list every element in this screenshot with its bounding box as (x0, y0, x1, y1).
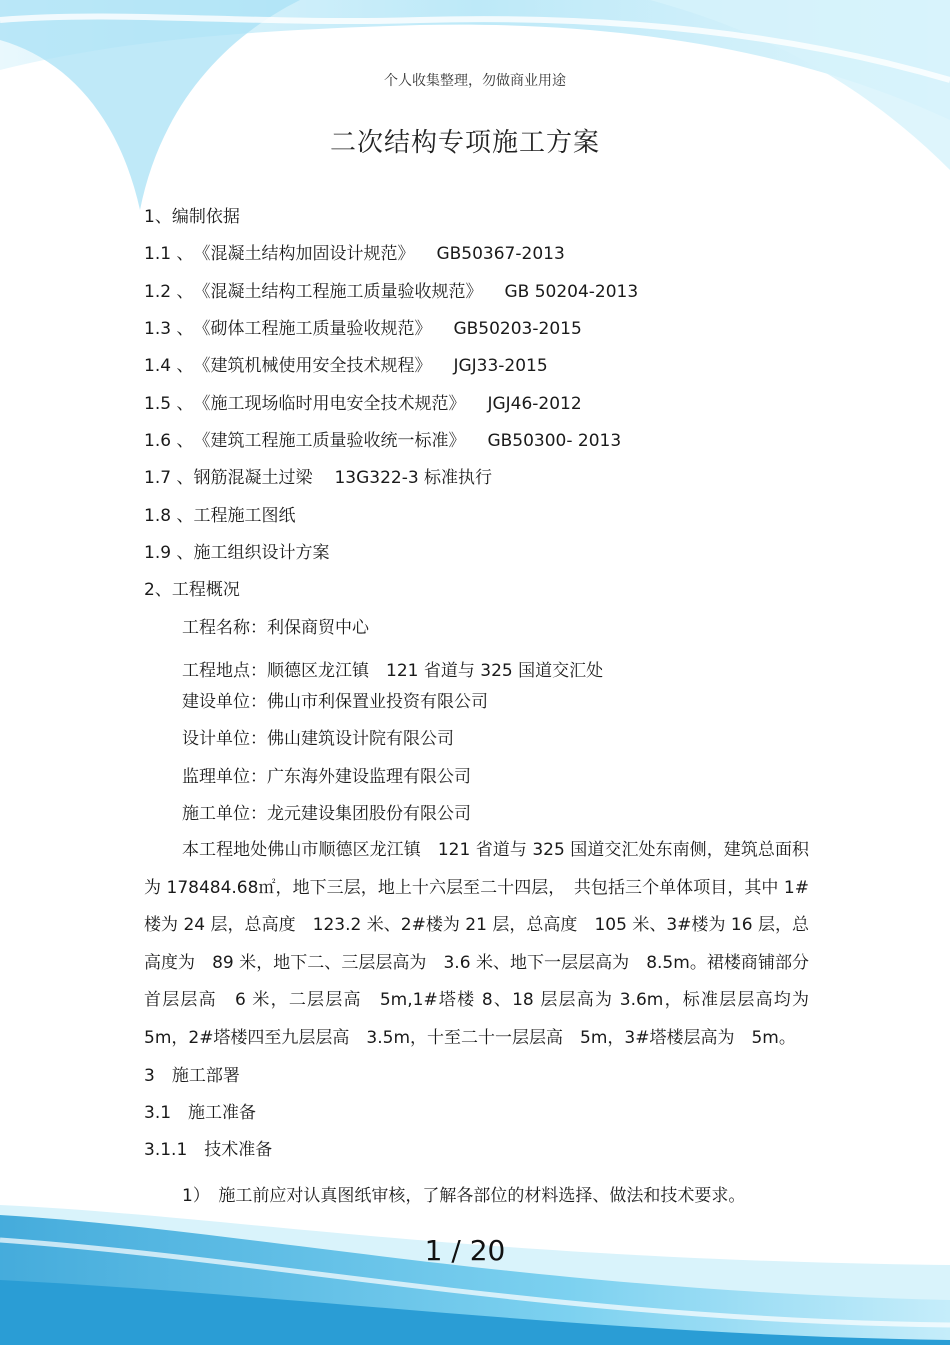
info-designer: 设计单位：佛山建筑设计院有限公司 (182, 729, 454, 749)
section-3-1-heading: 3.1 施工准备 (144, 1103, 257, 1123)
info-supervisor: 监理单位：广东海外建设监理有限公司 (182, 767, 471, 787)
section-1-heading: 1、编制依据 (144, 207, 240, 227)
overview-paragraph: 本工程地处佛山市顺德区龙江镇 121 省道与 325 国道交汇处东南侧，建筑总面积为 178484.68㎡，地下三层，地上十六层至二十四层， 共包括三个单体项目，其中 1#楼为 24 层，总高度 123.2 米、2#楼为 21 层，总高度 105 米、3#楼为 16 层，总高度为 89 米，地下二、三层层高为 3.6 米、地下一层层高为 8.5m。裙楼商铺部分首层层高 6 米，二层层高 5m,1#塔楼 8、18 层层高为 3.6m，标准层层高均为 5m，2#塔楼四至九层层高 3.5m，十至二十一层层高 5m，3#塔楼层高为 5m。 (144, 840, 809, 1048)
ref-item: 1.3 、《砌体工程施工质量验收规范》 GB50203-2015 (144, 319, 582, 339)
info-project-name: 工程名称：利保商贸中心 (182, 618, 369, 638)
page-number: 1 / 20 (424, 1234, 506, 1267)
section-3-heading: 3 施工部署 (144, 1066, 240, 1086)
info-owner: 建设单位：佛山市利保置业投资有限公司 (182, 692, 488, 712)
ref-item: 1.4 、《建筑机械使用安全技术规程》 JGJ33-2015 (144, 356, 548, 376)
section-3-1-1-heading: 3.1.1 技术准备 (144, 1140, 273, 1160)
ref-item: 1.6 、《建筑工程施工质量验收统一标准》 GB50300- 2013 (144, 431, 622, 451)
info-contractor: 施工单位：龙元建设集团股份有限公司 (182, 804, 471, 824)
document-title: 二次结构专项施工方案 (329, 128, 600, 158)
list-item-1: 1） 施工前应对认真图纸审核，了解各部位的材料选择、做法和技术要求。 (182, 1186, 746, 1206)
ref-item: 1.7 、钢筋混凝土过梁 13G322-3 标准执行 (144, 468, 493, 488)
ref-item: 1.5 、《施工现场临时用电安全技术规范》 JGJ46-2012 (144, 394, 582, 414)
section-2-heading: 2、工程概况 (144, 580, 240, 600)
ref-item: 1.8 、工程施工图纸 (144, 506, 296, 526)
ref-item: 1.2 、《混凝土结构工程施工质量验收规范》 GB 50204-2013 (144, 282, 639, 302)
info-project-location: 工程地点：顺德区龙江镇 121 省道与 325 国道交汇处 (182, 661, 604, 681)
ref-item: 1.9 、施工组织设计方案 (144, 543, 330, 563)
header-note: 个人收集整理，勿做商业用途 (384, 73, 566, 89)
ref-item: 1.1 、《混凝土结构加固设计规范》 GB50367-2013 (144, 244, 565, 264)
